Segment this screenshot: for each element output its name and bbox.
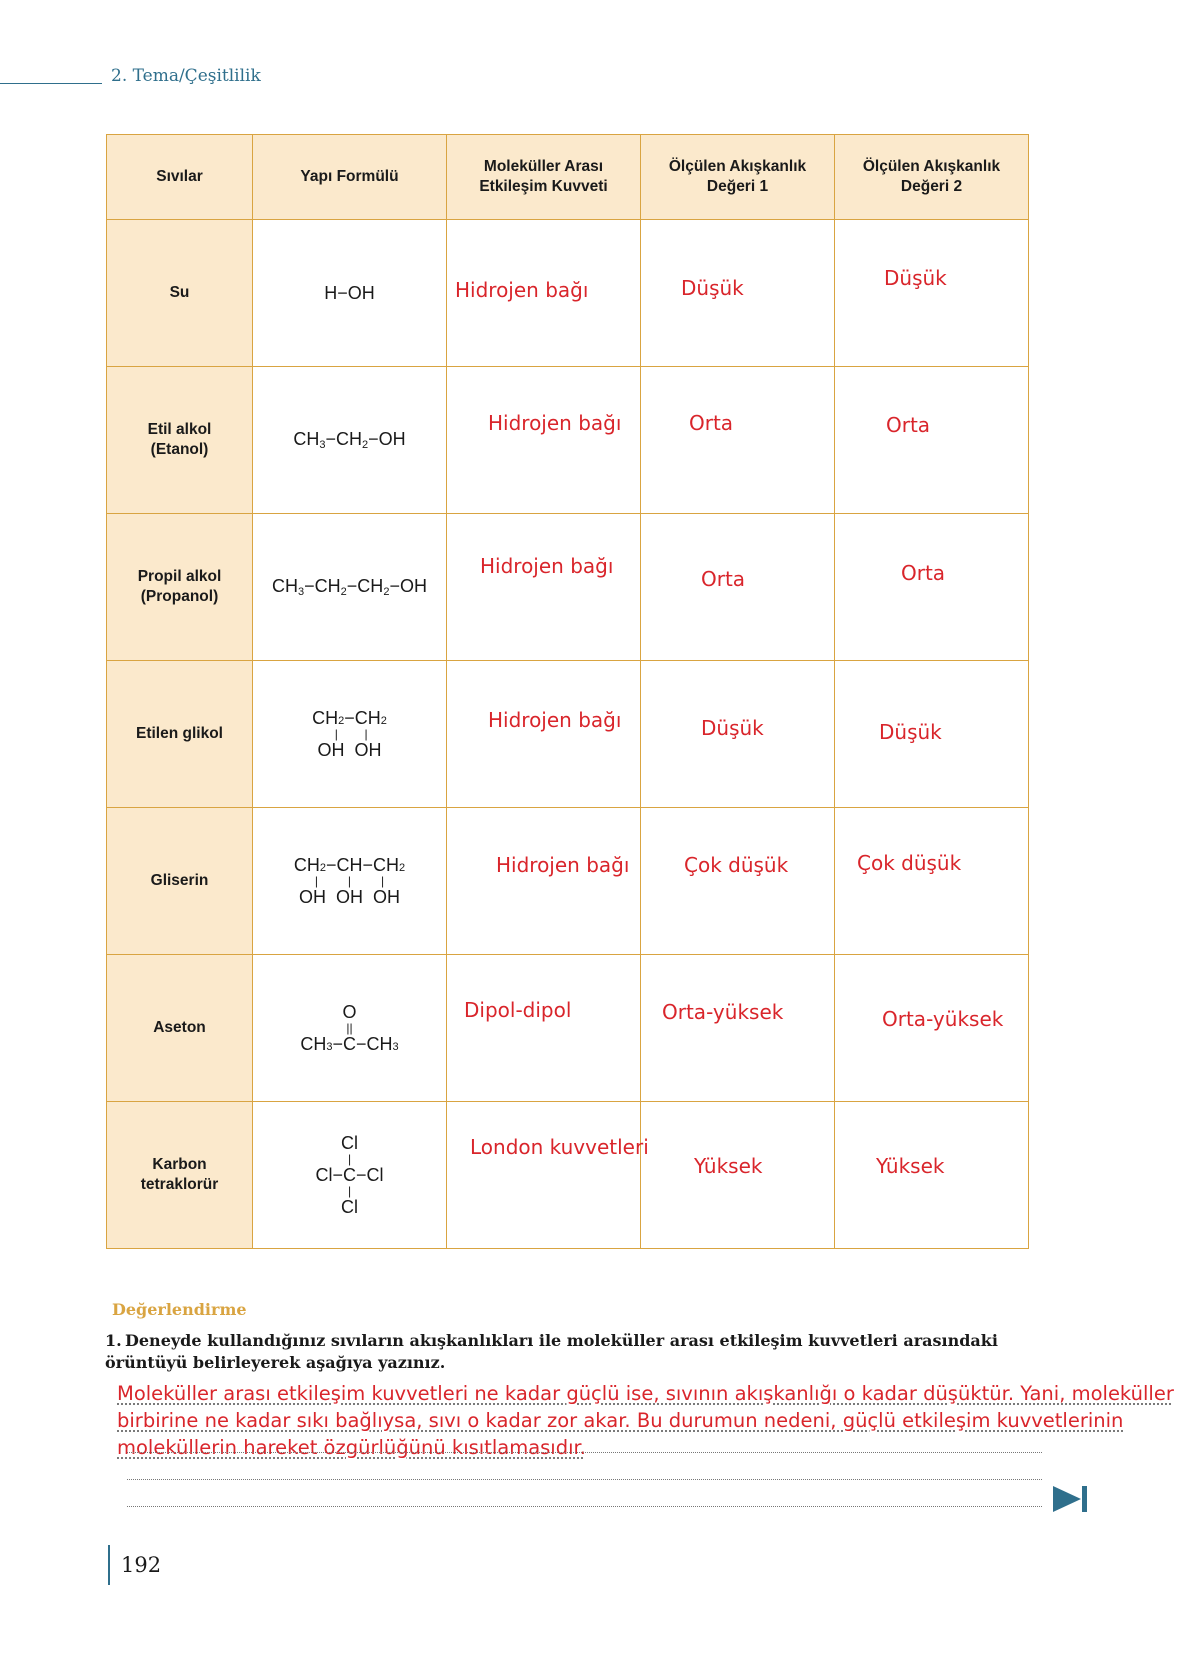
next-arrow-icon[interactable] [1053,1484,1089,1514]
force-cell [447,661,641,808]
table-row [107,808,1029,955]
column-header-formula: Yapı Formülü [253,135,447,220]
question-text: Deneyde kullandığınız sıvıların akışkanlıkları ile moleküller arası etkileşim kuvvetleri arasındaki örüntüyü belirleyerek aşağıya yazınız. [105,1331,998,1372]
answer-line [127,1479,1042,1480]
structure-formula [253,1102,447,1249]
question-number: 1. [105,1331,122,1350]
table-row [107,1102,1029,1249]
value2-cell [835,367,1029,514]
formula-acetone: O || CH $_3$ −C−CH $_3$ [300,1002,399,1054]
force-cell [447,808,641,955]
value2-text: Çok düşük [857,851,962,875]
force-cell [447,514,641,661]
liquid-name: Propil alkol (Propanol) [107,514,253,661]
answer-line [127,1506,1042,1507]
force-text: Hidrojen bağı [488,411,622,435]
value1-text: Düşük [701,716,764,740]
value2-cell [835,808,1029,955]
liquid-name: Etil alkol (Etanol) [107,367,253,514]
table-row [107,514,1029,661]
force-text: Dipol-dipol [464,998,572,1022]
value2-text: Orta [886,413,931,437]
structure-formula [253,661,447,808]
value1-text: Düşük [681,276,744,300]
table-row [107,367,1029,514]
table-row [107,220,1029,367]
column-header-value2: Ölçülen Akışkanlık Değeri 2 [835,135,1029,220]
value2-text: Orta-yüksek [882,1007,1004,1031]
value1-cell [641,955,835,1102]
structure-formula [253,514,447,661]
force-text: Hidrojen bağı [488,708,622,732]
header-title: 2. Tema/Çeşitlilik [111,66,261,86]
force-text: London kuvvetleri [470,1135,649,1159]
value1-text: Çok düşük [684,853,789,877]
column-header-value1: Ölçülen Akışkanlık Değeri 1 [641,135,835,220]
value2-text: Yüksek [876,1154,945,1178]
value2-cell [835,955,1029,1102]
value2-cell [835,1102,1029,1249]
value2-text: Düşük [884,266,947,290]
data-table [106,134,1029,1249]
question [105,1330,1035,1374]
table-row [107,955,1029,1102]
page-number-rule [108,1545,110,1585]
liquid-name: Etilen glikol [107,661,253,808]
value2-cell [835,220,1029,367]
liquid-name: Karbon tetraklorür [107,1102,253,1249]
liquid-name: Gliserin [107,808,253,955]
structure-formula [253,220,447,367]
value1-text: Yüksek [694,1154,763,1178]
answer-text[interactable]: Moleküller arası etkileşim kuvvetleri ne kadar güçlü ise, sıvının akışkanlığı o kadar düşüktür. Yani, moleküller birbirine ne kadar sıkı bağlıysa, sıvı o kadar zor akar. Bu durumun nedeni, güçlü etkileşim kuvvetlerinin moleküllerin hareket özgürlüğünü kısıtlamasıdır. [117,1382,1174,1459]
value1-cell [641,808,835,955]
formula-ethanol: $CH_3-CH_2-OH$ [293,428,406,451]
formula-propanol: $CH_3-CH_2-CH_2-OH$ [272,575,427,598]
force-cell [447,220,641,367]
header-rule [0,83,102,84]
structure-formula [253,367,447,514]
value1-text: Orta [689,411,734,435]
liquid-name: Su [107,220,253,367]
value1-cell [641,367,835,514]
evaluation-title: Değerlendirme [112,1300,247,1319]
page-number: 192 [121,1553,162,1577]
formula-ethylene-glycol: CH $_2$ −CH $_2$ | | OH OH [312,708,387,760]
structure-formula [253,808,447,955]
structure-formula [253,955,447,1102]
force-cell [447,367,641,514]
formula-glycerin: CH $_2$ −CH−CH $_2$ | | | OH OH OH [293,855,406,907]
liquid-name: Aseton [107,955,253,1102]
formula-carbon-tetrachloride: Cl | Cl−C−Cl | Cl [315,1133,384,1217]
value1-cell [641,1102,835,1249]
force-text: Hidrojen bağı [480,554,614,578]
force-cell [447,1102,649,1249]
column-header-liquids: Sıvılar [107,135,253,220]
value2-text: Düşük [879,720,942,744]
force-cell [447,955,641,1102]
force-text: Hidrojen bağı [455,278,589,302]
column-header-force: Moleküller Arası Etkileşim Kuvveti [447,135,641,220]
answer-line [127,1452,1042,1453]
value2-cell [835,514,1029,661]
formula-water: H−OH [324,283,375,303]
value1-cell [641,661,835,808]
table-row [107,661,1029,808]
value2-text: Orta [901,561,946,585]
value1-text: Orta-yüksek [662,1000,784,1024]
value1-cell [641,514,835,661]
value2-cell [835,661,1029,808]
value1-text: Orta [701,567,746,591]
value1-cell [641,220,835,367]
force-text: Hidrojen bağı [496,853,630,877]
